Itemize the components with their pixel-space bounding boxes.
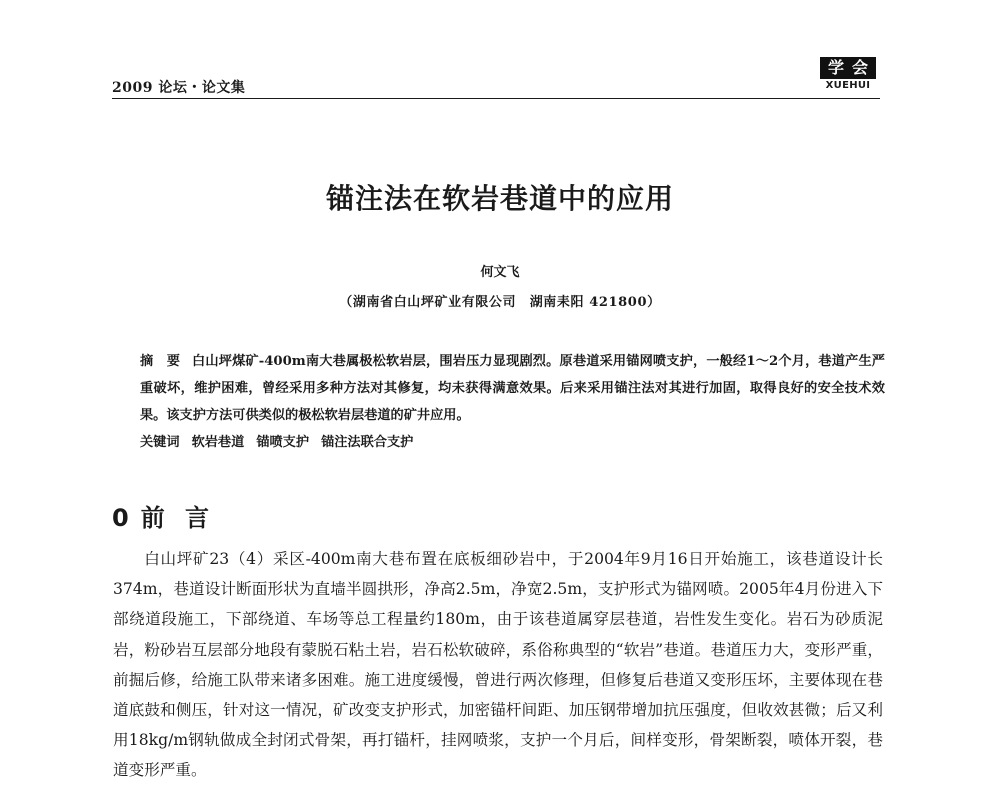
xuehui-logo — [815, 57, 881, 91]
keywords-paragraph — [140, 429, 885, 456]
author-name: 何文飞 — [480, 265, 520, 280]
abstract-text: 白山坪煤矿-400m南大巷属极松软岩层，围岩压力显现剧烈。原巷道采用锚网喷支护，一般经1～2个月，巷道产生严重破坏，维护困难，曾经采用多种方法对其修复，均未获得满意效果。后来采用锚注法对其进行加固，取得良好的安全技术效果。该支护方法可供类似的极松软岩层巷道的矿井应用。 — [140, 354, 885, 423]
author-affiliation: （湖南省白山坪矿业有限公司 湖南耒阳 421800） — [339, 295, 661, 310]
logo-text: XUEHUI — [825, 80, 871, 91]
journal-header: 2009 论坛・论文集 — [112, 80, 246, 96]
header-rule — [112, 98, 880, 99]
keywords-label: 关键词 — [140, 435, 180, 450]
section-title: 前 言 — [140, 504, 216, 532]
article-title: 锚注法在软岩巷道中的应用 — [325, 182, 674, 215]
keyword-item: 软岩巷道 — [191, 435, 245, 450]
logo-mark: 学会 — [820, 57, 876, 79]
section-number: 0 — [112, 504, 135, 532]
abstract-label: 摘 要 — [140, 354, 181, 369]
body-text — [113, 544, 883, 786]
keyword-item: 锚喷支护 — [256, 435, 310, 450]
section-heading — [112, 498, 215, 533]
abstract-block — [140, 348, 885, 456]
body-paragraph: 白山坪矿23（4）采区-400m南大巷布置在底板细砂岩中，于2004年9月16日开始施工，该巷道设计长374m，巷道设计断面形状为直墙半圆拱形，净高2.5m，净宽2.5m，支护形式为锚网喷。2005年4月份进入下部绕道段施工，下部绕道、车场等总工程量约180m，由于该巷道属穿层巷道，岩性发生变化。岩石为砂质泥岩，粉砂岩互层部分地段有蒙脱石粘土岩，岩石松软破碎，系俗称典型的“软岩”巷道。巷道压力大，变形严重，前掘后修，给施工队带来诸多困难。施工进度缓慢，曾进行两次修理，但修复后巷道又变形压坏，主要体现在巷道底鼓和侧压，针对这一情况，矿改变支护形式，加密锚杆间距、加压钢带增加抗压强度，但收效甚微；后又利用18kg/m钢轨做成全封闭式骨架，再打锚杆，挂网喷浆，支护一个月后，间样变形，骨架断裂，喷体开裂，巷道变形严重。 — [113, 550, 883, 780]
keyword-item: 锚注法联合支护 — [321, 435, 414, 450]
abstract-paragraph — [140, 348, 885, 429]
